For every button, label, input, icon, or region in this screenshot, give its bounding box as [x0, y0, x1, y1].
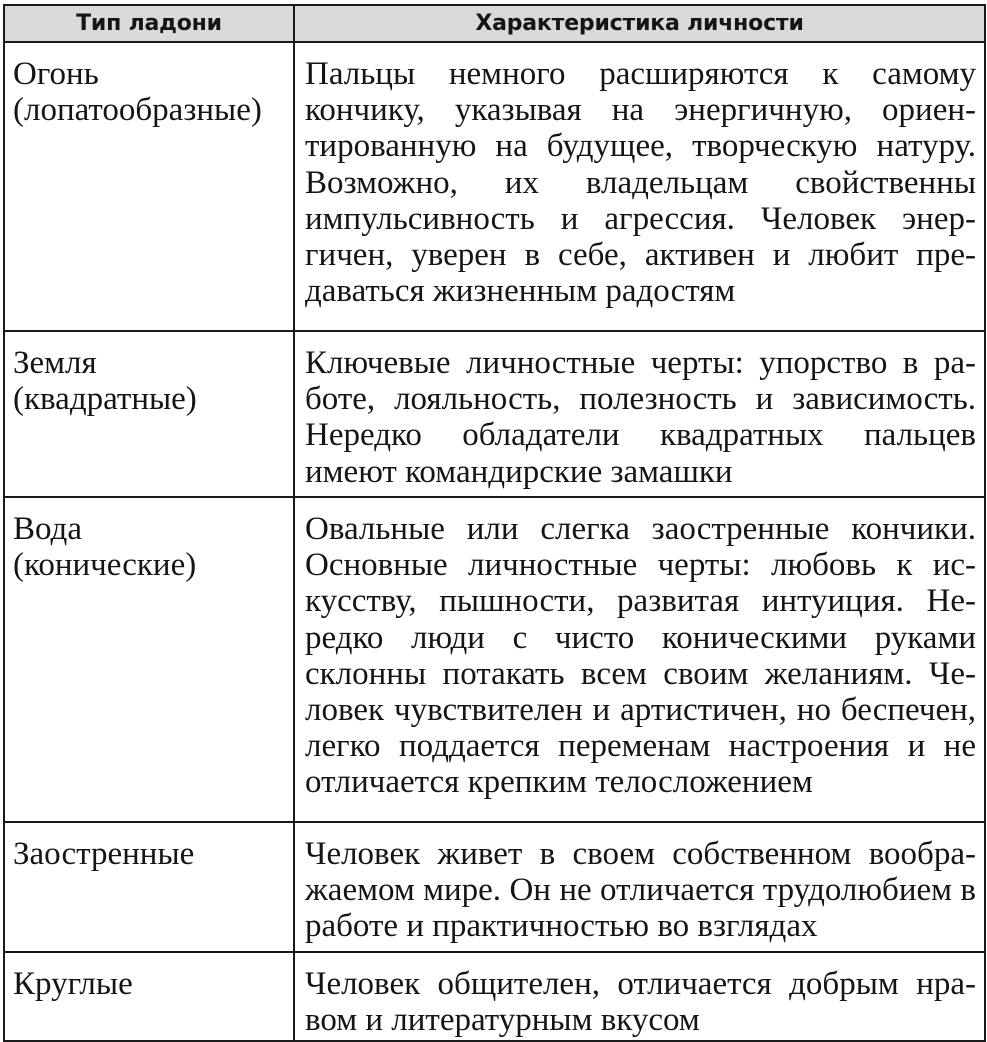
header-row [4, 5, 985, 42]
palm-type-cell: Земля (квадратные) [4, 331, 294, 497]
table-header [4, 5, 985, 42]
header-personality: Характеристика личности [294, 5, 985, 42]
personality-cell: Ключевые личностные черты: упорство в работе, лояльность, полезность и зависимость. Нередко обладатели квадратных пальцев имеют командирские замашки [294, 331, 985, 497]
palm-type-table [3, 4, 986, 1042]
table-row-pointed [4, 822, 985, 952]
table-row-water [4, 497, 985, 822]
personality-cell: Овальные или слегка заостренные кончики. Основные личностные черты: любовь к искусству, пышности, развитая интуиция. Нередко люди с чисто коническими руками склонны потакать всем своим желаниям. Человек чувствителен и артистичен, но беспечен, легко поддается переменам настроения и не отличается крепким телосложением [294, 497, 985, 822]
personality-cell: Человек живет в своем собственном воображаемом мире. Он не отличается трудолюбием в работе и практичностью во взглядах [294, 822, 985, 952]
table-row-fire [4, 42, 985, 331]
palm-type-cell: Огонь (лопатообразные) [4, 42, 294, 331]
palm-type-cell: Вода (конические) [4, 497, 294, 822]
palm-type-cell: Заостренные [4, 822, 294, 952]
personality-cell: Человек общителен, отличается добрым нравом и литературным вкусом [294, 952, 985, 1041]
header-palm-type: Тип ладони [4, 5, 294, 42]
document-page [3, 4, 984, 1039]
personality-cell: Пальцы немного расширяются к самому кончику, указывая на энергичную, ориентированную на будущее, творческую натуру. Возможно, их владельцам свойственны импульсивность и агрессия. Человек энергичен, уверен в себе, активен и любит предаваться жизненным радостям [294, 42, 985, 331]
table-row-earth [4, 331, 985, 497]
table-body [4, 42, 985, 1041]
table-row-round [4, 952, 985, 1041]
palm-type-cell: Круглые [4, 952, 294, 1041]
